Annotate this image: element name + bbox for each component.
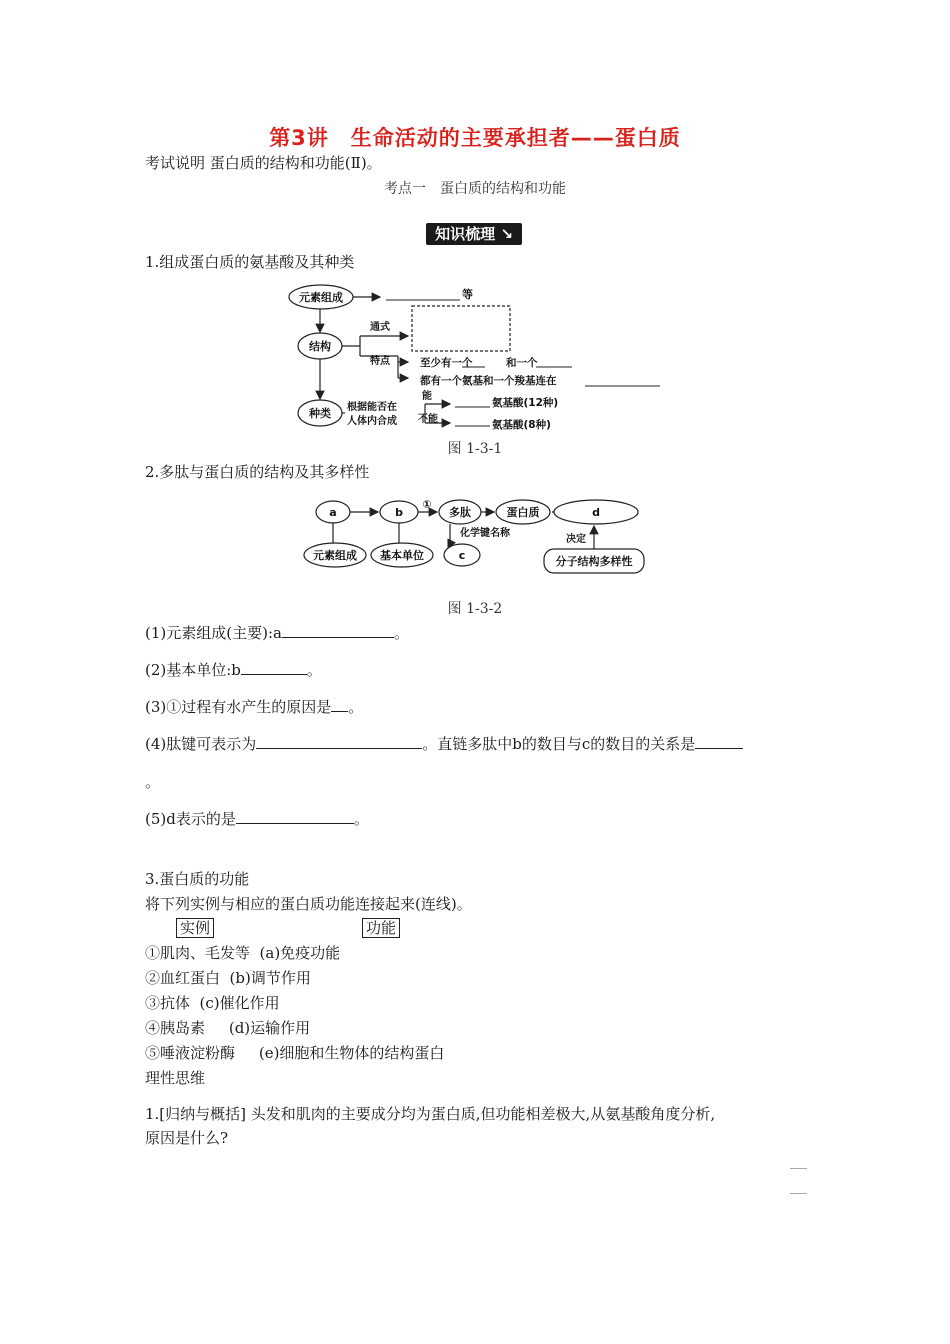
label-rule-b: 人体内合成: [347, 416, 397, 427]
label-etc: 等: [462, 288, 473, 301]
label-rule-a: 根据能否在: [347, 402, 397, 413]
match-row: ④胰岛素 (d)运输作用: [145, 1019, 311, 1037]
answer-blank[interactable]: [241, 659, 307, 675]
answer-blank[interactable]: [256, 733, 422, 749]
label-aa12: 氨基酸(12种): [492, 397, 559, 409]
label-cannot: 不能: [418, 414, 438, 425]
q2-p3: (3)①过程有水产生的原因是 。: [145, 698, 364, 716]
page-mark: [790, 1168, 807, 1169]
label-can: 能: [422, 391, 432, 402]
label-structure: 结构: [309, 340, 331, 353]
match-row: ①肌肉、毛发等 (a)免疫功能: [145, 944, 341, 962]
q2-p4: (4)肽键可表示为 。直链多肽中b的数目与c的数目的关系是: [145, 733, 743, 754]
label-circle1: ①: [422, 498, 432, 511]
match-row: ③抗体 (c)催化作用: [145, 994, 280, 1012]
label-a: a: [329, 506, 337, 519]
label-b: b: [395, 506, 403, 519]
match-row: ②血红蛋白 (b)调节作用: [145, 969, 311, 987]
q2-p1: (1)元素组成(主要):a 。: [145, 624, 409, 642]
label-feature: 特点: [370, 356, 390, 367]
t1-line2: 原因是什么?: [145, 1129, 229, 1147]
label-kind: 种类: [309, 407, 331, 420]
formula-box: [412, 306, 510, 351]
label-f1a: 至少有一个: [420, 357, 473, 369]
exam-note: 考试说明 蛋白质的结构和功能(Ⅱ)。: [145, 154, 382, 172]
section-heading: 考点一 蛋白质的结构和功能: [384, 181, 566, 197]
label-unit: 基本单位: [380, 549, 424, 562]
label-polypeptide: 多肽: [449, 506, 471, 519]
q3-heading: 3.蛋白质的功能: [145, 870, 250, 888]
thinking-heading: 理性思维: [145, 1069, 206, 1087]
q2-p4-end: 。: [145, 773, 161, 791]
q3-col-example: 实例: [176, 918, 214, 938]
figure2-caption: 图 1-3-2: [447, 601, 503, 617]
label-general: 通式: [370, 322, 390, 333]
badge-label: 知识梳理: [435, 225, 496, 243]
page-mark: [790, 1193, 807, 1194]
knowledge-badge: [426, 223, 522, 245]
answer-blank[interactable]: [282, 622, 394, 638]
q2-p2: (2)基本单位:b 。: [145, 661, 322, 679]
label-d: d: [592, 506, 600, 519]
arrow-down-right-icon: ↘: [500, 225, 513, 243]
label-c: c: [458, 549, 466, 562]
amino-acid-diagram: [280, 278, 680, 438]
q3-instruction: 将下列实例与相应的蛋白质功能连接起来(连线)。: [145, 895, 472, 913]
polypeptide-diagram: [300, 492, 650, 582]
label-decide: 决定: [566, 534, 586, 545]
q2-heading: 2.多肽与蛋白质的结构及其多样性: [145, 463, 370, 481]
answer-blank[interactable]: [236, 808, 354, 824]
q3-col-function: 功能: [362, 918, 400, 938]
label-f1b: 和一个: [506, 357, 538, 369]
label-element2: 元素组成: [313, 549, 357, 562]
label-protein: 蛋白质: [506, 506, 540, 519]
label-diversity: 分子结构多样性: [555, 555, 633, 568]
label-bond: 化学键名称: [460, 528, 510, 539]
answer-blank[interactable]: [331, 696, 348, 712]
figure1-caption: 图 1-3-1: [447, 441, 503, 457]
label-element: 元素组成: [299, 291, 343, 304]
match-row: ⑤唾液淀粉酶 (e)细胞和生物体的结构蛋白: [145, 1044, 445, 1062]
q2-p5: (5)d表示的是 。: [145, 810, 369, 828]
page-title: 第3讲 生命活动的主要承担者——蛋白质: [269, 126, 681, 150]
q1-heading: 1.组成蛋白质的氨基酸及其种类: [145, 253, 355, 271]
label-f2: 都有一个氨基和一个羧基连在: [420, 375, 557, 387]
answer-blank[interactable]: [695, 733, 743, 749]
t1-line1: 1.[归纳与概括] 头发和肌肉的主要成分均为蛋白质,但功能相差极大,从氨基酸角度分析,: [145, 1105, 716, 1123]
label-aa8: 氨基酸(8种): [492, 419, 551, 431]
